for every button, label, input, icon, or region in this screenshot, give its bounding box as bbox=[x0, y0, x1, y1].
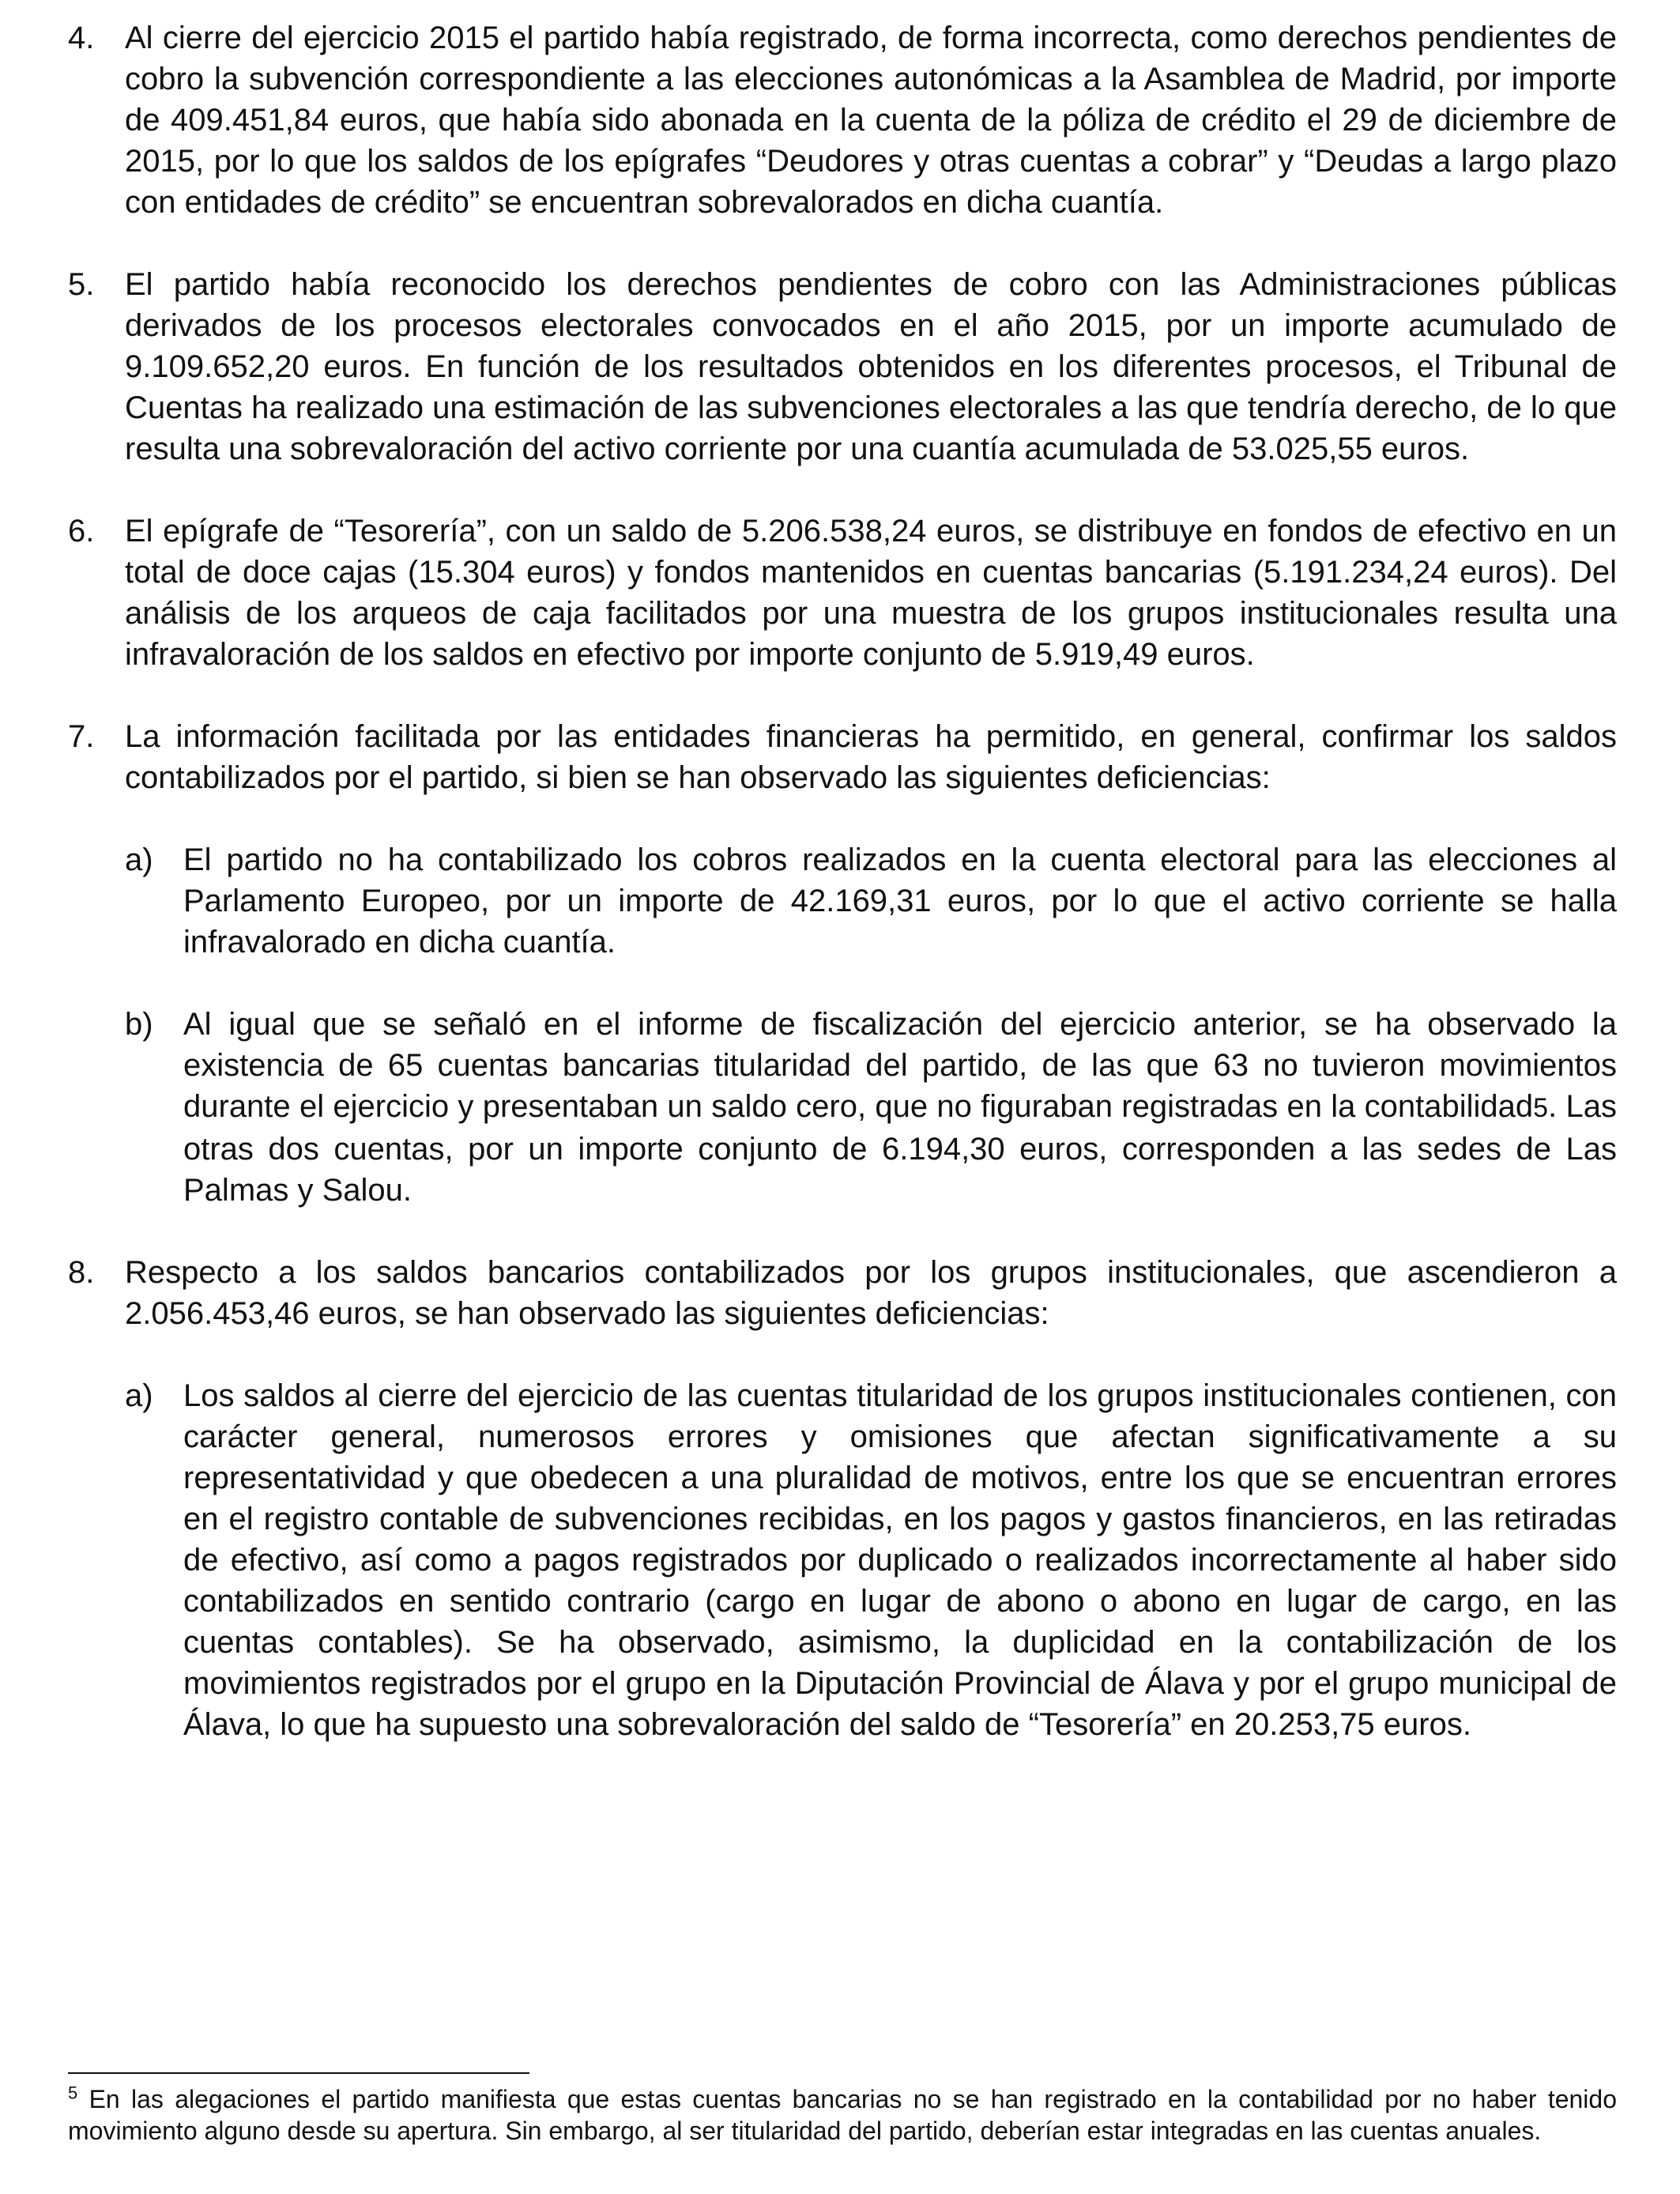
list-item bbox=[68, 17, 1617, 223]
subitem-text-after: . Las otras dos cuentas, por un importe conjunto de 6.194,30 euros, corresponden a las sedes de Las Palmas y Salou. bbox=[183, 1089, 1617, 1208]
subitem-letter: a) bbox=[125, 843, 153, 877]
item-number: 8. bbox=[68, 1255, 95, 1290]
item-text: Al cierre del ejercicio 2015 el partido había registrado, de forma incorrecta, como derechos pendientes de cobro la subvención correspondiente a las elecciones autonómicas a la Asamblea de Madrid, por importe de 409.451,84 euros, que había sido abonada en la cuenta de la póliza de crédito el 29 de diciembre de 2015, por lo que los saldos de los epígrafes “Deudores y otras cuentas a cobrar” y “Deudas a largo plazo con entidades de crédito” se encuentran sobrevalorados en dicha cuantía. bbox=[125, 21, 1617, 220]
item-number: 4. bbox=[68, 21, 95, 55]
list-item bbox=[68, 264, 1617, 469]
subitem-text: Los saldos al cierre del ejercicio de las cuentas titularidad de los grupos institucionales contienen, con carácter general, numerosos errores y omisiones que afectan significativamente a su representatividad y que obedecen a una pluralidad de motivos, entre los que se encuentran errores en el registro contable de subvenciones recibidas, en los pagos y gastos financieros, en las retiradas de efectivo, así como a pagos registrados por duplicado o realizados incorrectamente al haber sido contabilizados en sentido contrario (cargo en lugar de abono o abono en lugar de cargo, en las cuentas contables). Se ha observado, asimismo, la duplicidad en la contabilización de los movimientos registrados por el grupo en la Diputación Provincial de Álava y por el grupo municipal de Álava, lo que ha supuesto una sobrevaloración del saldo de “Tesorería” en 20.253,75 euros. bbox=[183, 1378, 1617, 1742]
item-number: 6. bbox=[68, 514, 95, 548]
item-text: La información facilitada por las entidades financieras ha permitido, en general, confirmar los saldos contabilizados por el partido, si bien se han observado las siguientes deficiencias: bbox=[125, 719, 1617, 795]
sub-list-item bbox=[125, 1375, 1617, 1745]
footnote-separator bbox=[68, 2072, 529, 2074]
document-body bbox=[68, 17, 1617, 1786]
list-item bbox=[68, 511, 1617, 675]
sub-list-item bbox=[125, 1004, 1617, 1211]
subitem-text-before: Al igual que se señaló en el informe de fiscalización del ejercicio anterior, se ha observado la existencia de 65 cuentas bancarias titularidad del partido, de las que 63 no tuvieron movimientos durante el ejercicio y presentaban un saldo cero, que no figuraban registradas en la contabilidad bbox=[183, 1007, 1617, 1124]
footnote bbox=[68, 2083, 1617, 2147]
item-text: El partido había reconocido los derechos pendientes de cobro con las Administraciones públicas derivados de los procesos electorales convocados en el año 2015, por un importe acumulado de 9.109.652,20 euros. En función de los resultados obtenidos en los diferentes procesos, el Tribunal de Cuentas ha realizado una estimación de las subvenciones electorales a las que tendría derecho, de lo que resulta una sobrevaloración del activo corriente por una cuantía acumulada de 53.025,55 euros. bbox=[125, 267, 1617, 466]
list-item bbox=[68, 716, 1617, 1211]
footnote-reference[interactable]: 5 bbox=[1533, 1093, 1549, 1123]
item-text: El epígrafe de “Tesorería”, con un saldo de 5.206.538,24 euros, se distribuye en fondos de efectivo en un total de doce cajas (15.304 euros) y fondos mantenidos en cuentas bancarias (5.191.234,24 euros). Del análisis de los arqueos de caja facilitados por una muestra de los grupos institucionales resulta una infravaloración de los saldos en efectivo por importe conjunto de 5.919,49 euros. bbox=[125, 514, 1617, 672]
item-number: 5. bbox=[68, 267, 95, 302]
item-text: Respecto a los saldos bancarios contabilizados por los grupos institucionales, que ascendieron a 2.056.453,46 euros, se han observado las siguientes deficiencias: bbox=[125, 1255, 1617, 1331]
item-number: 7. bbox=[68, 719, 95, 754]
subitem-text bbox=[183, 1004, 1617, 1211]
subitem-letter: a) bbox=[125, 1378, 153, 1413]
subitem-text: El partido no ha contabilizado los cobros realizados en la cuenta electoral para las elecciones al Parlamento Europeo, por un importe de 42.169,31 euros, por lo que el activo corriente se halla infravalorado en dicha cuantía. bbox=[183, 843, 1617, 959]
footnote-marker: 5 bbox=[68, 2083, 78, 2103]
footnote-text: En las alegaciones el partido manifiesta que estas cuentas bancarias no se han registrado en la contabilidad por no haber tenido movimiento alguno desde su apertura. Sin embargo, al ser titularidad del partido, deberían estar integradas en las cuentas anuales. bbox=[68, 2085, 1618, 2145]
sub-list-item bbox=[125, 839, 1617, 963]
subitem-letter: b) bbox=[125, 1007, 153, 1042]
list-item bbox=[68, 1252, 1617, 1745]
